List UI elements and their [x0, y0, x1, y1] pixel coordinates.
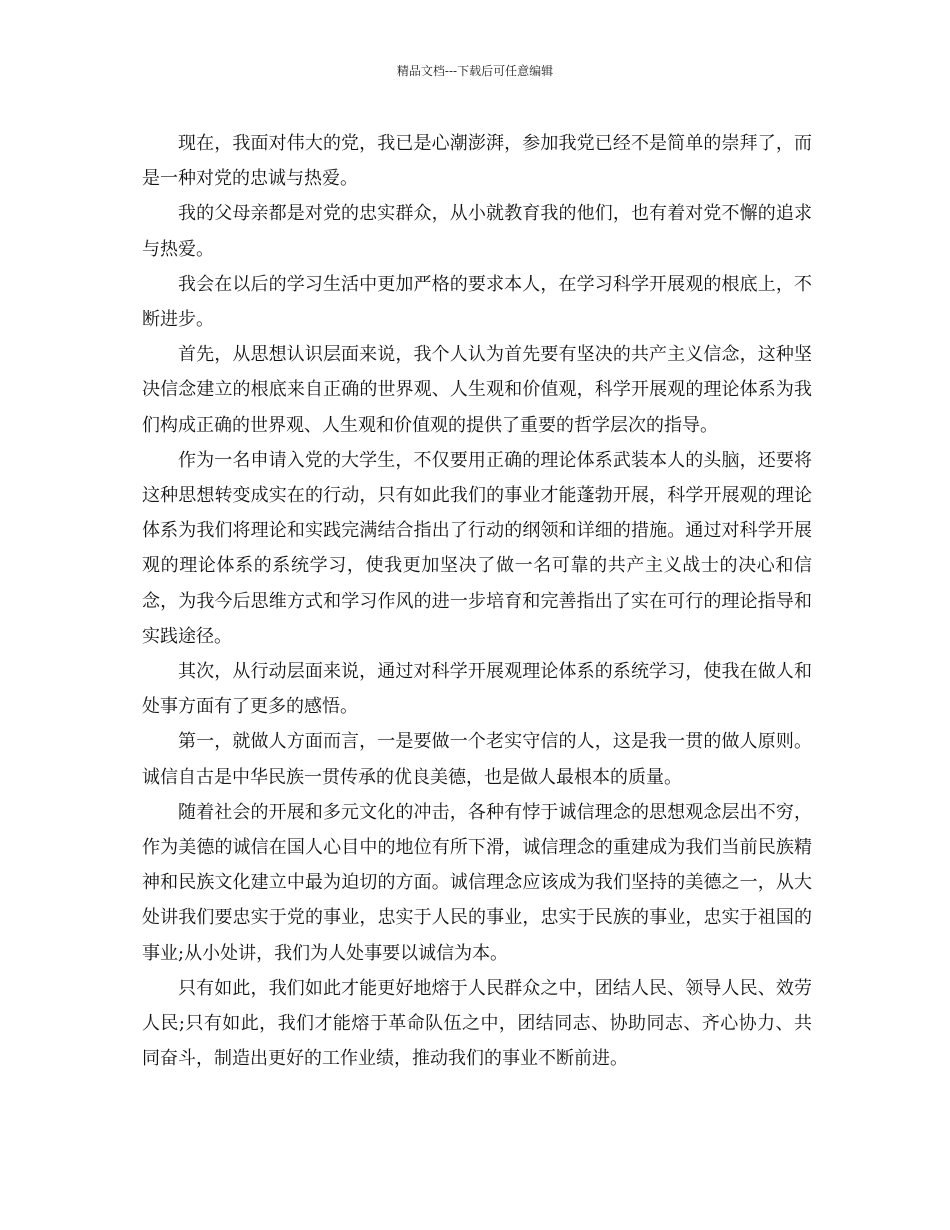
paragraph: 第一，就做人方面而言，一是要做一个老实守信的人，这是我一贯的做人原则。诚信自古是中华民族一贯传承的优良美德，也是做人最根本的质量。 [142, 731, 812, 788]
document-body [142, 126, 812, 1076]
paragraph: 只有如此，我们如此才能更好地熔于人民群众之中，团结人民、领导人民、效劳人民;只有如此，我们才能熔于革命队伍之中，团结同志、协助同志、齐心协力、共同奋斗，制造出更好的工作业绩，推动我们的事业不断前进。 [142, 977, 812, 1070]
paragraph: 我的父母亲都是对党的忠实群众，从小就教育我的他们，也有着对党不懈的追求与热爱。 [142, 203, 812, 260]
paragraph: 其次，从行动层面来说，通过对科学开展观理论体系的系统学习，使我在做人和处事方面有了更多的感悟。 [142, 661, 812, 718]
paragraph: 随着社会的开展和多元文化的冲击，各种有悖于诚信理念的思想观念层出不穷，作为美德的诚信在国人心目中的地位有所下滑，诚信理念的重建成为我们当前民族精神和民族文化建立中最为迫切的方面。诚信理念应该成为我们坚持的美德之一，从大处讲我们要忠实于党的事业，忠实于人民的事业，忠实于民族的事业，忠实于祖国的事业;从小处讲，我们为人处事要以诚信为本。 [142, 801, 812, 964]
page-header: 精品文档---下载后可任意编辑 [396, 64, 554, 78]
paragraph: 现在，我面对伟大的党，我已是心潮澎湃，参加我党已经不是简单的崇拜了，而是一种对党的忠诚与热爱。 [142, 133, 812, 190]
paragraph: 作为一名申请入党的大学生，不仅要用正确的理论体系武装本人的头脑，还要将这种思想转变成实在的行动，只有如此我们的事业才能蓬勃开展，科学开展观的理论体系为我们将理论和实践完满结合指出了行动的纲领和详细的措施。通过对科学开展观的理论体系的系统学习，使我更加坚决了做一名可靠的共产主义战士的决心和信念，为我今后思维方式和学习作风的进一步培育和完善指出了实在可行的理论指导和实践途径。 [142, 449, 812, 647]
paragraph: 首先，从思想认识层面来说，我个人认为首先要有坚决的共产主义信念，这种坚决信念建立的根底来自正确的世界观、人生观和价值观，科学开展观的理论体系为我们构成正确的世界观、人生观和价值观的提供了重要的哲学层次的指导。 [142, 344, 812, 436]
paragraph: 我会在以后的学习生活中更加严格的要求本人，在学习科学开展观的根底上，不断进步。 [142, 273, 812, 331]
